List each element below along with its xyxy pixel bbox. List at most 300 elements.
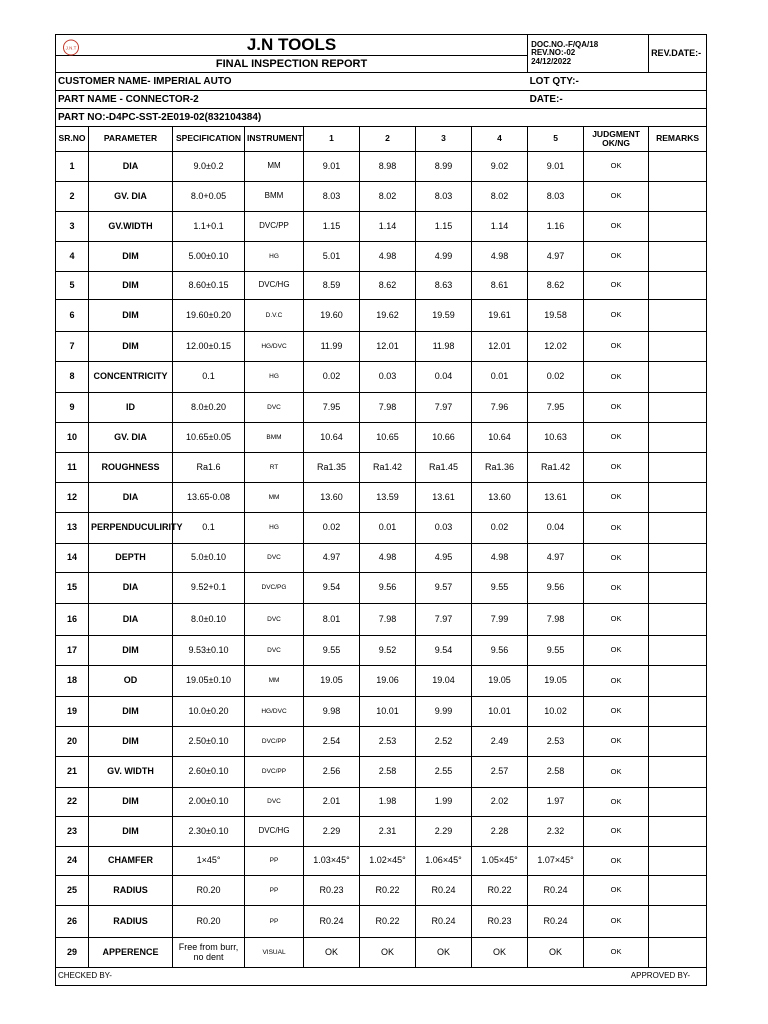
sample-5-cell: 10.63: [528, 423, 584, 453]
sample-2-cell: 7.98: [360, 393, 416, 423]
sample-2-cell: 9.52: [360, 636, 416, 666]
sr-no-cell: 17: [56, 636, 89, 666]
sample-2-cell: 19.62: [360, 300, 416, 332]
sample-5-cell: 4.97: [528, 242, 584, 272]
sample-2-cell: 8.02: [360, 182, 416, 212]
sample-3-cell: R0.24: [416, 876, 472, 906]
specification-cell: 5.0±0.10: [173, 544, 245, 573]
report-date: DATE:-: [528, 91, 707, 109]
sample-1-cell: 2.29: [304, 817, 360, 847]
parameter-cell: DIA: [89, 152, 173, 182]
sample-1-cell: 8.59: [304, 272, 360, 300]
specification-cell: R0.20: [173, 906, 245, 938]
sample-2-cell: 1.98: [360, 788, 416, 817]
instrument-cell: BMM: [245, 423, 304, 453]
specification-cell: R0.20: [173, 876, 245, 906]
sample-5-cell: 12.02: [528, 332, 584, 362]
sample-1-cell: OK: [304, 938, 360, 968]
customer-name: CUSTOMER NAME- IMPERIAL AUTO: [56, 73, 528, 91]
table-row: [56, 212, 707, 242]
sample-1-cell: 11.99: [304, 332, 360, 362]
sample-4-cell: 1.05×45°: [472, 847, 528, 876]
sample-5-cell: OK: [528, 938, 584, 968]
remarks-cell: [649, 573, 707, 604]
table-row: [56, 636, 707, 666]
sr-no-cell: 18: [56, 666, 89, 697]
remarks-cell: [649, 332, 707, 362]
specification-cell: 8.0+0.05: [173, 182, 245, 212]
sample-5-cell: 1.16: [528, 212, 584, 242]
table-row: [56, 666, 707, 697]
table-row: [56, 423, 707, 453]
company-title-cell: [56, 35, 528, 56]
parameter-cell: RADIUS: [89, 906, 173, 938]
sample-5-cell: 1.07×45°: [528, 847, 584, 876]
sample-3-cell: 19.59: [416, 300, 472, 332]
sample-5-cell: 7.95: [528, 393, 584, 423]
judgment-cell: OK: [584, 938, 649, 968]
remarks-cell: [649, 423, 707, 453]
sample-5-cell: 2.32: [528, 817, 584, 847]
rev-no: REV.NO:-02: [531, 48, 576, 58]
sample-4-cell: 19.05: [472, 666, 528, 697]
table-row: [56, 513, 707, 544]
specification-cell: 13.65-0.08: [173, 483, 245, 513]
sample-5-cell: 10.02: [528, 697, 584, 727]
judgment-cell: OK: [584, 152, 649, 182]
judgment-cell: OK: [584, 423, 649, 453]
judgment-cell: OK: [584, 636, 649, 666]
sample-2-cell: R0.22: [360, 906, 416, 938]
col-sample-2: 2: [360, 127, 416, 152]
sample-4-cell: 2.02: [472, 788, 528, 817]
sample-3-cell: R0.24: [416, 906, 472, 938]
table-row: [56, 876, 707, 906]
judgment-cell: OK: [584, 604, 649, 636]
sample-4-cell: OK: [472, 938, 528, 968]
col-sr-no: SR.NO: [56, 127, 89, 152]
specification-cell: 2.30±0.10: [173, 817, 245, 847]
instrument-cell: HG/DVC: [245, 332, 304, 362]
sr-no-cell: 3: [56, 212, 89, 242]
instrument-cell: PP: [245, 847, 304, 876]
judgment-cell: OK: [584, 666, 649, 697]
sample-4-cell: 10.64: [472, 423, 528, 453]
sample-5-cell: 0.02: [528, 362, 584, 393]
signature-footer: [56, 968, 707, 986]
sample-3-cell: 10.66: [416, 423, 472, 453]
sample-5-cell: 13.61: [528, 483, 584, 513]
sr-no-cell: 19: [56, 697, 89, 727]
col-sample-4: 4: [472, 127, 528, 152]
judgment-cell: OK: [584, 453, 649, 483]
sr-no-cell: 24: [56, 847, 89, 876]
specification-cell: 19.05±0.10: [173, 666, 245, 697]
doc-no: DOC.NO.-F/QA/18: [531, 39, 599, 49]
table-row: [56, 393, 707, 423]
checked-by-label: CHECKED BY-: [58, 971, 112, 981]
sample-3-cell: 8.03: [416, 182, 472, 212]
parameter-cell: PERPENDUCULIRITY: [89, 513, 173, 544]
report-table: [55, 34, 707, 986]
specification-cell: 10.65±0.05: [173, 423, 245, 453]
sample-2-cell: 12.01: [360, 332, 416, 362]
sample-1-cell: 9.55: [304, 636, 360, 666]
parameter-cell: DIM: [89, 636, 173, 666]
remarks-cell: [649, 757, 707, 788]
col-sample-3: 3: [416, 127, 472, 152]
sample-4-cell: 8.61: [472, 272, 528, 300]
remarks-cell: [649, 393, 707, 423]
sr-no-cell: 8: [56, 362, 89, 393]
instrument-cell: DVC: [245, 544, 304, 573]
table-row: [56, 757, 707, 788]
sr-no-cell: 11: [56, 453, 89, 483]
table-row: [56, 272, 707, 300]
instrument-cell: HG: [245, 513, 304, 544]
remarks-cell: [649, 666, 707, 697]
company-name: J.N TOOLS: [246, 34, 337, 54]
specification-cell: 2.00±0.10: [173, 788, 245, 817]
table-row: [56, 938, 707, 968]
judgment-cell: OK: [584, 697, 649, 727]
sr-no-cell: 20: [56, 727, 89, 757]
sample-3-cell: 8.99: [416, 152, 472, 182]
specification-cell: 0.1: [173, 513, 245, 544]
table-row: [56, 727, 707, 757]
remarks-cell: [649, 242, 707, 272]
specification-cell: 0.1: [173, 362, 245, 393]
sample-1-cell: 1.15: [304, 212, 360, 242]
instrument-cell: DVC/PP: [245, 727, 304, 757]
sample-4-cell: 19.61: [472, 300, 528, 332]
judgment-cell: OK: [584, 300, 649, 332]
sample-4-cell: Ra1.36: [472, 453, 528, 483]
sample-3-cell: 9.54: [416, 636, 472, 666]
sr-no-cell: 29: [56, 938, 89, 968]
table-row: [56, 817, 707, 847]
part-no: PART NO:-D4PC-SST-2E019-02(832104384): [56, 109, 707, 127]
judgment-cell: OK: [584, 876, 649, 906]
sample-2-cell: 0.03: [360, 362, 416, 393]
sample-5-cell: 2.53: [528, 727, 584, 757]
instrument-cell: BMM: [245, 182, 304, 212]
parameter-cell: GV.WIDTH: [89, 212, 173, 242]
judgment-cell: OK: [584, 212, 649, 242]
sample-2-cell: 9.56: [360, 573, 416, 604]
parameter-cell: DIM: [89, 272, 173, 300]
instrument-cell: DVC/PG: [245, 573, 304, 604]
parameter-cell: CHAMFER: [89, 847, 173, 876]
sample-2-cell: 4.98: [360, 242, 416, 272]
rev-date: REV.DATE:-: [649, 35, 707, 73]
sample-4-cell: 9.55: [472, 573, 528, 604]
instrument-cell: DVC/PP: [245, 212, 304, 242]
parameter-cell: APPERENCE: [89, 938, 173, 968]
sample-1-cell: 0.02: [304, 362, 360, 393]
col-specification: SPECIFICATION: [173, 127, 245, 152]
remarks-cell: [649, 906, 707, 938]
sample-3-cell: 2.55: [416, 757, 472, 788]
sample-5-cell: 0.04: [528, 513, 584, 544]
judgment-cell: OK: [584, 242, 649, 272]
remarks-cell: [649, 300, 707, 332]
table-row: [56, 847, 707, 876]
sample-3-cell: 8.63: [416, 272, 472, 300]
sample-1-cell: 5.01: [304, 242, 360, 272]
specification-cell: 10.0±0.20: [173, 697, 245, 727]
instrument-cell: VISUAL: [245, 938, 304, 968]
specification-cell: 2.60±0.10: [173, 757, 245, 788]
sample-3-cell: 4.99: [416, 242, 472, 272]
parameter-cell: GV. DIA: [89, 182, 173, 212]
remarks-cell: [649, 876, 707, 906]
parameter-cell: DIM: [89, 332, 173, 362]
report-title: FINAL INSPECTION REPORT: [56, 56, 528, 73]
judgment-cell: OK: [584, 362, 649, 393]
judgment-cell: OK: [584, 483, 649, 513]
sample-4-cell: 8.02: [472, 182, 528, 212]
specification-cell: 1×45°: [173, 847, 245, 876]
sample-3-cell: 1.06×45°: [416, 847, 472, 876]
sample-5-cell: R0.24: [528, 876, 584, 906]
sample-2-cell: 10.65: [360, 423, 416, 453]
remarks-cell: [649, 697, 707, 727]
sample-2-cell: 10.01: [360, 697, 416, 727]
sample-4-cell: 2.57: [472, 757, 528, 788]
sample-1-cell: 9.54: [304, 573, 360, 604]
remarks-cell: [649, 788, 707, 817]
parameter-cell: DIM: [89, 817, 173, 847]
sr-no-cell: 14: [56, 544, 89, 573]
sample-5-cell: 19.58: [528, 300, 584, 332]
remarks-cell: [649, 453, 707, 483]
sample-2-cell: 13.59: [360, 483, 416, 513]
sample-4-cell: 2.49: [472, 727, 528, 757]
logo-text: J.N.T: [65, 45, 77, 51]
sample-3-cell: 13.61: [416, 483, 472, 513]
sample-2-cell: 8.98: [360, 152, 416, 182]
sample-5-cell: 9.01: [528, 152, 584, 182]
sample-1-cell: 1.03×45°: [304, 847, 360, 876]
sample-5-cell: 8.62: [528, 272, 584, 300]
sample-5-cell: 8.03: [528, 182, 584, 212]
sample-4-cell: 10.01: [472, 697, 528, 727]
specification-cell: 2.50±0.10: [173, 727, 245, 757]
remarks-cell: [649, 152, 707, 182]
sample-1-cell: 9.01: [304, 152, 360, 182]
rev-no-date: 24/12/2022: [531, 56, 572, 66]
judgment-cell: OK: [584, 817, 649, 847]
remarks-cell: [649, 817, 707, 847]
table-row: [56, 182, 707, 212]
table-row: [56, 242, 707, 272]
instrument-cell: D.V.C: [245, 300, 304, 332]
sample-2-cell: 19.06: [360, 666, 416, 697]
instrument-cell: DVC: [245, 393, 304, 423]
sample-5-cell: 4.97: [528, 544, 584, 573]
instrument-cell: HG: [245, 242, 304, 272]
sr-no-cell: 21: [56, 757, 89, 788]
col-judgment: JUDGMENT OK/NG: [584, 127, 649, 152]
instrument-cell: MM: [245, 666, 304, 697]
judgment-cell: OK: [584, 332, 649, 362]
sample-1-cell: Ra1.35: [304, 453, 360, 483]
sample-4-cell: R0.23: [472, 906, 528, 938]
sample-2-cell: 7.98: [360, 604, 416, 636]
parameter-cell: CONCENTRICITY: [89, 362, 173, 393]
specification-cell: Free from burr, no dent: [173, 938, 245, 968]
specification-cell: 19.60±0.20: [173, 300, 245, 332]
sample-4-cell: 9.56: [472, 636, 528, 666]
sample-2-cell: 4.98: [360, 544, 416, 573]
sample-2-cell: 2.58: [360, 757, 416, 788]
sample-3-cell: 7.97: [416, 604, 472, 636]
doc-info: [528, 35, 649, 73]
sr-no-cell: 22: [56, 788, 89, 817]
sr-no-cell: 10: [56, 423, 89, 453]
sample-4-cell: 13.60: [472, 483, 528, 513]
instrument-cell: DVC: [245, 636, 304, 666]
sr-no-cell: 2: [56, 182, 89, 212]
instrument-cell: DVC/HG: [245, 817, 304, 847]
judgment-cell: OK: [584, 544, 649, 573]
sample-1-cell: 2.01: [304, 788, 360, 817]
judgment-cell: OK: [584, 393, 649, 423]
sr-no-cell: 16: [56, 604, 89, 636]
sr-no-cell: 5: [56, 272, 89, 300]
sample-3-cell: 7.97: [416, 393, 472, 423]
instrument-cell: DVC/PP: [245, 757, 304, 788]
remarks-cell: [649, 272, 707, 300]
sample-1-cell: 2.54: [304, 727, 360, 757]
specification-cell: 8.60±0.15: [173, 272, 245, 300]
sample-3-cell: 19.04: [416, 666, 472, 697]
column-header-row: [56, 127, 707, 152]
parameter-cell: DIM: [89, 300, 173, 332]
judgment-cell: OK: [584, 182, 649, 212]
sample-3-cell: OK: [416, 938, 472, 968]
sample-2-cell: 1.14: [360, 212, 416, 242]
sample-5-cell: 7.98: [528, 604, 584, 636]
col-sample-1: 1: [304, 127, 360, 152]
sample-1-cell: 9.98: [304, 697, 360, 727]
remarks-cell: [649, 847, 707, 876]
table-row: [56, 544, 707, 573]
remarks-cell: [649, 636, 707, 666]
sr-no-cell: 7: [56, 332, 89, 362]
sample-2-cell: R0.22: [360, 876, 416, 906]
sample-4-cell: 7.99: [472, 604, 528, 636]
sr-no-cell: 13: [56, 513, 89, 544]
specification-cell: 5.00±0.10: [173, 242, 245, 272]
remarks-cell: [649, 727, 707, 757]
sample-4-cell: 9.02: [472, 152, 528, 182]
instrument-cell: HG/DVC: [245, 697, 304, 727]
sample-3-cell: 1.15: [416, 212, 472, 242]
sample-2-cell: 0.01: [360, 513, 416, 544]
col-remarks: REMARKS: [649, 127, 707, 152]
sample-4-cell: 12.01: [472, 332, 528, 362]
remarks-cell: [649, 544, 707, 573]
parameter-cell: OD: [89, 666, 173, 697]
judgment-cell: OK: [584, 272, 649, 300]
judgment-cell: OK: [584, 757, 649, 788]
sample-4-cell: 1.14: [472, 212, 528, 242]
parameter-cell: DEPTH: [89, 544, 173, 573]
parameter-cell: GV. WIDTH: [89, 757, 173, 788]
sample-1-cell: R0.23: [304, 876, 360, 906]
instrument-cell: MM: [245, 483, 304, 513]
instrument-cell: PP: [245, 876, 304, 906]
sample-2-cell: 8.62: [360, 272, 416, 300]
table-row: [56, 453, 707, 483]
sample-4-cell: 7.96: [472, 393, 528, 423]
parameter-cell: RADIUS: [89, 876, 173, 906]
sample-3-cell: 1.99: [416, 788, 472, 817]
parameter-cell: ID: [89, 393, 173, 423]
sample-2-cell: 2.31: [360, 817, 416, 847]
parameter-cell: DIM: [89, 788, 173, 817]
sample-3-cell: 9.57: [416, 573, 472, 604]
sample-5-cell: 2.58: [528, 757, 584, 788]
parameter-cell: DIA: [89, 483, 173, 513]
sample-5-cell: 1.97: [528, 788, 584, 817]
sample-1-cell: 10.64: [304, 423, 360, 453]
sr-no-cell: 26: [56, 906, 89, 938]
sr-no-cell: 15: [56, 573, 89, 604]
specification-cell: 8.0±0.10: [173, 604, 245, 636]
sample-4-cell: R0.22: [472, 876, 528, 906]
sample-1-cell: 13.60: [304, 483, 360, 513]
sr-no-cell: 1: [56, 152, 89, 182]
sr-no-cell: 12: [56, 483, 89, 513]
sample-1-cell: 2.56: [304, 757, 360, 788]
judgment-cell: OK: [584, 906, 649, 938]
company-logo: [61, 39, 81, 56]
judgment-cell: OK: [584, 847, 649, 876]
table-row: [56, 906, 707, 938]
sample-1-cell: 7.95: [304, 393, 360, 423]
approved-by-label: APPROVED BY-: [630, 971, 691, 981]
sample-1-cell: 0.02: [304, 513, 360, 544]
remarks-cell: [649, 362, 707, 393]
table-row: [56, 573, 707, 604]
table-row: [56, 788, 707, 817]
sample-2-cell: 2.53: [360, 727, 416, 757]
specification-cell: Ra1.6: [173, 453, 245, 483]
sample-5-cell: 19.05: [528, 666, 584, 697]
sample-3-cell: 2.52: [416, 727, 472, 757]
lot-qty: LOT QTY:-: [528, 73, 707, 91]
sample-2-cell: OK: [360, 938, 416, 968]
col-parameter: PARAMETER: [89, 127, 173, 152]
sample-3-cell: 0.04: [416, 362, 472, 393]
sample-1-cell: 8.03: [304, 182, 360, 212]
sample-1-cell: 19.05: [304, 666, 360, 697]
parameter-cell: DIA: [89, 573, 173, 604]
sample-1-cell: 8.01: [304, 604, 360, 636]
sample-4-cell: 4.98: [472, 242, 528, 272]
table-row: [56, 362, 707, 393]
specification-cell: 12.00±0.15: [173, 332, 245, 362]
sample-2-cell: 1.02×45°: [360, 847, 416, 876]
specification-cell: 9.53±0.10: [173, 636, 245, 666]
sr-no-cell: 9: [56, 393, 89, 423]
instrument-cell: RT: [245, 453, 304, 483]
table-row: [56, 152, 707, 182]
sr-no-cell: 25: [56, 876, 89, 906]
